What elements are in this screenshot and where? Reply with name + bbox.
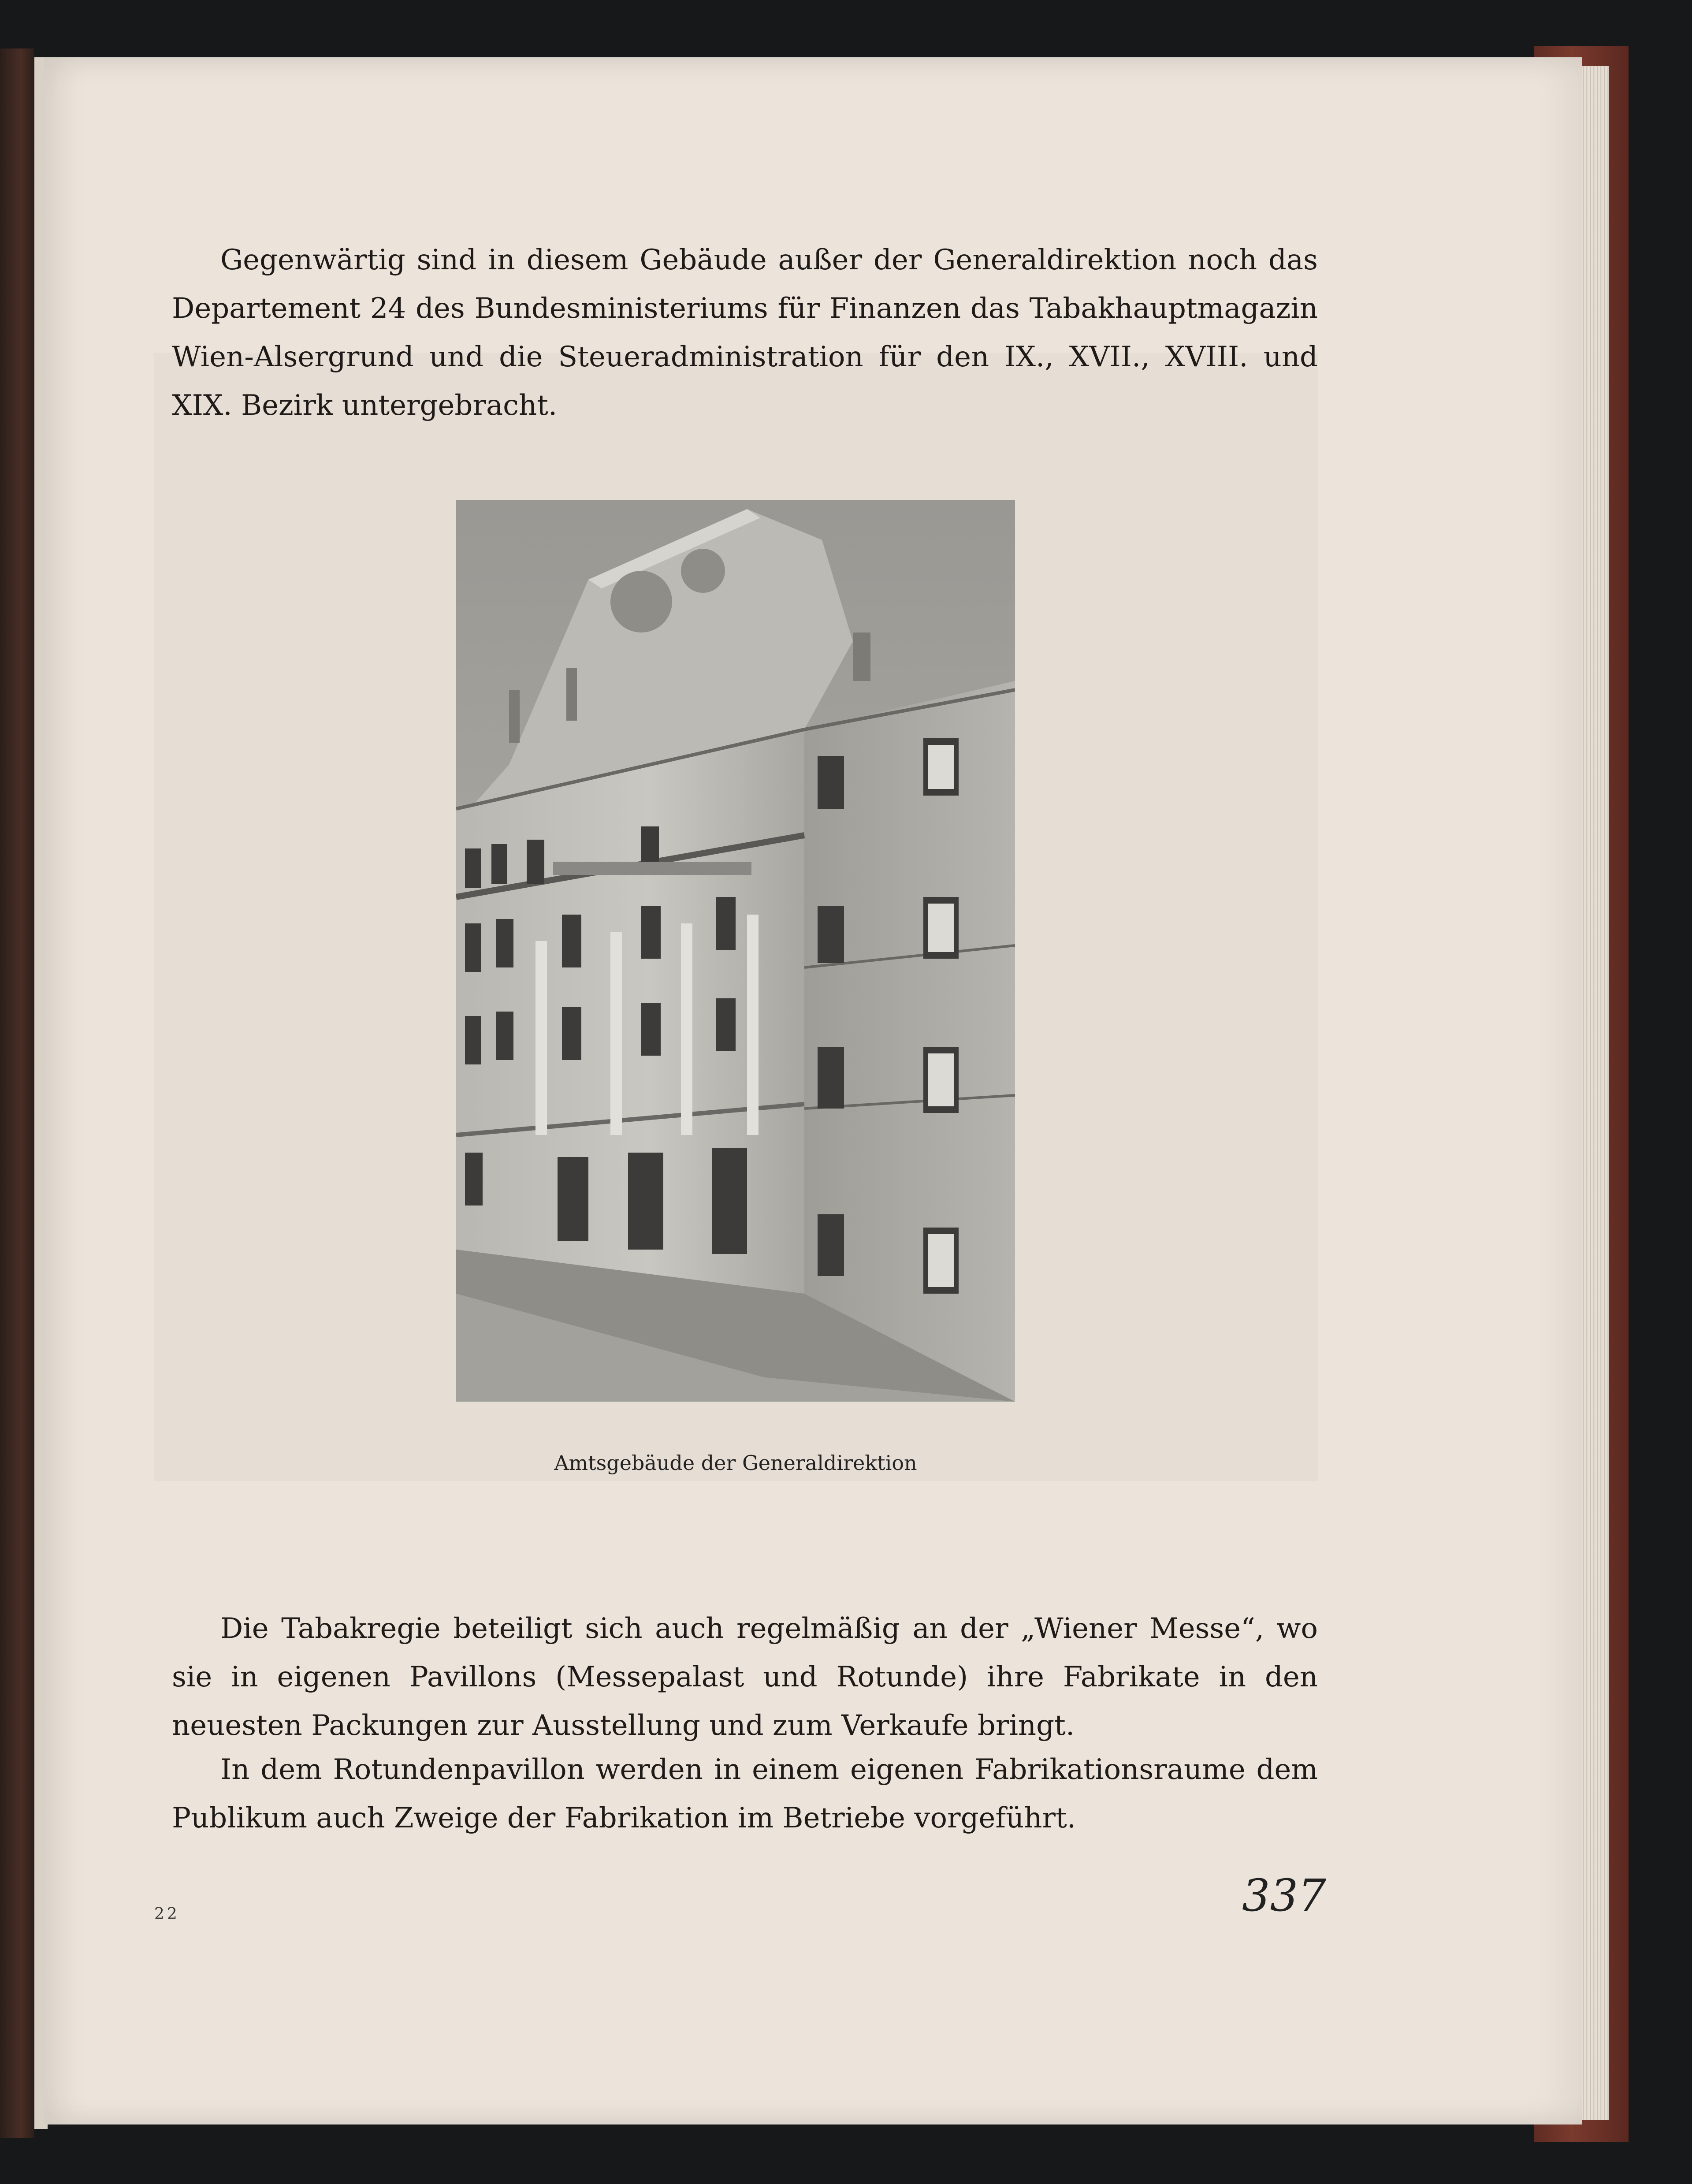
book-binding	[0, 48, 34, 2138]
photo-caption: Amtsgebäude der Generaldirektion	[554, 1451, 917, 1475]
signature-mark: 22	[154, 1905, 180, 1923]
building-photo	[456, 500, 1015, 1402]
building-facade-icon	[456, 500, 1015, 1402]
page-number: 337	[1242, 1870, 1326, 1921]
paragraph-rotunde: In dem Rotundenpavillon werden in einem eigenen Fabrikationsraume dem Publikum auch Zweige der Fabrikation im Betriebe vorgeführt.	[172, 1753, 1318, 1834]
paragraph-messe: Die Tabakregie beteiligt sich auch regelmäßig an der „Wiener Messe“, wo sie in eigenen Pavillons (Messepalast und Rotunde) ihre Fabrikate in den neuesten Packungen zur Ausstellung und zum Verkaufe bringt.	[172, 1612, 1318, 1742]
paragraph-intro: Gegenwärtig sind in diesem Gebäude außer der Generaldirektion noch das Departement 24 des Bundesministeriums für Finanzen das Tabakhauptmagazin Wien-Alsergrund und die Steueradministration für den IX., XVII., XVIII. und XIX. Bezirk untergebracht.	[172, 244, 1318, 422]
